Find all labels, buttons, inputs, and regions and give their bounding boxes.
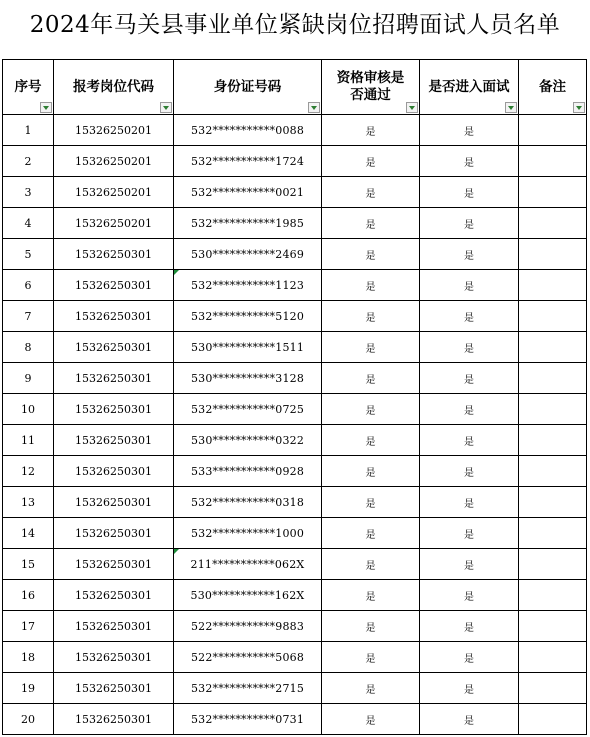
table-row	[3, 115, 587, 146]
cell-post-code[interactable]: 15326250301	[54, 239, 174, 270]
cell-post-code[interactable]: 15326250301	[54, 704, 174, 735]
cell-seq[interactable]: 20	[3, 704, 54, 735]
cell-qualified[interactable]: 是	[322, 146, 420, 177]
cell-qualified[interactable]: 是	[322, 270, 420, 301]
cell-post-code[interactable]: 15326250301	[54, 487, 174, 518]
cell-post-code[interactable]: 15326250301	[54, 332, 174, 363]
cell-post-code[interactable]: 15326250301	[54, 363, 174, 394]
cell-seq[interactable]: 6	[3, 270, 54, 301]
cell-qualified[interactable]: 是	[322, 704, 420, 735]
cell-id-number[interactable]: 530***********1511	[174, 332, 322, 363]
cell-post-code[interactable]: 15326250201	[54, 208, 174, 239]
cell-interview[interactable]: 是	[420, 146, 519, 177]
cell-id-number[interactable]: 532***********0725	[174, 394, 322, 425]
cell-interview[interactable]: 是	[420, 208, 519, 239]
cell-remark[interactable]	[519, 177, 587, 208]
cell-remark[interactable]	[519, 611, 587, 642]
header-id-number	[174, 60, 322, 115]
cell-remark[interactable]	[519, 239, 587, 270]
header-remark-label: 备注	[539, 78, 566, 95]
cell-seq[interactable]: 8	[3, 332, 54, 363]
cell-interview[interactable]: 是	[420, 549, 519, 580]
cell-seq[interactable]: 18	[3, 642, 54, 673]
table-row	[3, 146, 587, 177]
header-row	[3, 60, 587, 115]
cell-qualified[interactable]: 是	[322, 177, 420, 208]
filter-dropdown-icon[interactable]	[573, 102, 585, 113]
cell-seq[interactable]: 2	[3, 146, 54, 177]
error-indicator-icon	[174, 549, 179, 554]
cell-post-code[interactable]: 15326250301	[54, 425, 174, 456]
cell-remark[interactable]	[519, 518, 587, 549]
cell-qualified[interactable]: 是	[322, 363, 420, 394]
cell-seq[interactable]: 17	[3, 611, 54, 642]
table-row	[3, 363, 587, 394]
filter-dropdown-icon[interactable]	[406, 102, 418, 113]
cell-seq[interactable]: 10	[3, 394, 54, 425]
header-seq	[3, 60, 54, 115]
cell-qualified[interactable]: 是	[322, 332, 420, 363]
header-remark	[519, 60, 587, 115]
cell-remark[interactable]	[519, 673, 587, 704]
cell-seq[interactable]: 9	[3, 363, 54, 394]
cell-post-code[interactable]: 15326250301	[54, 642, 174, 673]
table-row	[3, 487, 587, 518]
cell-remark[interactable]	[519, 456, 587, 487]
cell-qualified[interactable]: 是	[322, 301, 420, 332]
cell-post-code[interactable]: 15326250301	[54, 518, 174, 549]
cell-remark[interactable]	[519, 270, 587, 301]
cell-id-number[interactable]: 530***********3128	[174, 363, 322, 394]
cell-id-number[interactable]: 530***********2469	[174, 239, 322, 270]
cell-id-number[interactable]: 530***********162X	[174, 580, 322, 611]
cell-interview[interactable]: 是	[420, 177, 519, 208]
cell-qualified[interactable]: 是	[322, 456, 420, 487]
table-row	[3, 394, 587, 425]
header-qualified-label: 资格审核是否通过	[336, 70, 405, 103]
table-row	[3, 332, 587, 363]
filter-dropdown-icon[interactable]	[308, 102, 320, 113]
cell-id-number[interactable]: 532***********2715	[174, 673, 322, 704]
cell-interview[interactable]: 是	[420, 611, 519, 642]
cell-seq[interactable]: 4	[3, 208, 54, 239]
cell-interview[interactable]: 是	[420, 518, 519, 549]
cell-id-number[interactable]: 530***********0322	[174, 425, 322, 456]
header-id-number-label: 身份证号码	[213, 78, 282, 95]
cell-remark[interactable]	[519, 208, 587, 239]
cell-id-number[interactable]: 532***********5120	[174, 301, 322, 332]
cell-id-number[interactable]: 532***********1123	[174, 270, 322, 301]
cell-qualified[interactable]: 是	[322, 487, 420, 518]
cell-interview[interactable]: 是	[420, 487, 519, 518]
cell-interview[interactable]: 是	[420, 704, 519, 735]
cell-post-code[interactable]: 15326250301	[54, 456, 174, 487]
filter-dropdown-icon[interactable]	[40, 102, 52, 113]
table-row	[3, 642, 587, 673]
cell-id-number[interactable]: 532***********1985	[174, 208, 322, 239]
header-post-code	[54, 60, 174, 115]
cell-interview[interactable]: 是	[420, 580, 519, 611]
cell-id-number[interactable]: 532***********0731	[174, 704, 322, 735]
cell-qualified[interactable]: 是	[322, 394, 420, 425]
cell-seq[interactable]: 5	[3, 239, 54, 270]
cell-post-code[interactable]: 15326250201	[54, 177, 174, 208]
cell-post-code[interactable]: 15326250301	[54, 611, 174, 642]
table-row	[3, 208, 587, 239]
table-row	[3, 239, 587, 270]
table-row	[3, 270, 587, 301]
table-row	[3, 518, 587, 549]
cell-interview[interactable]: 是	[420, 642, 519, 673]
table-row	[3, 177, 587, 208]
table-row	[3, 301, 587, 332]
table-row	[3, 549, 587, 580]
cell-remark[interactable]	[519, 704, 587, 735]
cell-qualified[interactable]: 是	[322, 580, 420, 611]
cell-interview[interactable]: 是	[420, 673, 519, 704]
cell-id-number[interactable]: 211***********062X	[174, 549, 322, 580]
cell-qualified[interactable]: 是	[322, 425, 420, 456]
cell-interview[interactable]: 是	[420, 394, 519, 425]
cell-qualified[interactable]: 是	[322, 239, 420, 270]
table-row	[3, 580, 587, 611]
cell-seq[interactable]: 19	[3, 673, 54, 704]
cell-remark[interactable]	[519, 487, 587, 518]
cell-qualified[interactable]: 是	[322, 642, 420, 673]
cell-seq[interactable]: 12	[3, 456, 54, 487]
cell-id-number[interactable]: 522***********9883	[174, 611, 322, 642]
filter-dropdown-icon[interactable]	[505, 102, 517, 113]
cell-seq[interactable]: 1	[3, 115, 54, 146]
cell-seq[interactable]: 15	[3, 549, 54, 580]
cell-seq[interactable]: 11	[3, 425, 54, 456]
cell-seq[interactable]: 14	[3, 518, 54, 549]
cell-qualified[interactable]: 是	[322, 611, 420, 642]
cell-post-code[interactable]: 15326250201	[54, 115, 174, 146]
header-post-code-label: 报考岗位代码	[73, 78, 154, 95]
cell-post-code[interactable]: 15326250301	[54, 580, 174, 611]
cell-id-number[interactable]: 533***********0928	[174, 456, 322, 487]
cell-post-code[interactable]: 15326250301	[54, 549, 174, 580]
error-indicator-icon	[174, 270, 179, 275]
cell-remark[interactable]	[519, 642, 587, 673]
cell-interview[interactable]: 是	[420, 301, 519, 332]
table-body	[3, 115, 587, 735]
cell-post-code[interactable]: 15326250301	[54, 270, 174, 301]
cell-seq[interactable]: 13	[3, 487, 54, 518]
header-seq-label: 序号	[14, 78, 42, 95]
cell-remark[interactable]	[519, 115, 587, 146]
cell-id-number[interactable]: 522***********5068	[174, 642, 322, 673]
candidate-table	[2, 59, 587, 735]
cell-remark[interactable]	[519, 580, 587, 611]
cell-interview[interactable]: 是	[420, 363, 519, 394]
cell-interview[interactable]: 是	[420, 115, 519, 146]
cell-id-number[interactable]: 532***********0088	[174, 115, 322, 146]
cell-qualified[interactable]: 是	[322, 518, 420, 549]
header-qualified	[322, 60, 420, 115]
cell-qualified[interactable]: 是	[322, 549, 420, 580]
cell-id-number[interactable]: 532***********0021	[174, 177, 322, 208]
header-interview-label: 是否进入面试	[428, 78, 510, 95]
cell-post-code[interactable]: 15326250201	[54, 146, 174, 177]
cell-interview[interactable]: 是	[420, 332, 519, 363]
cell-interview[interactable]: 是	[420, 425, 519, 456]
page-title: 2024年马关县事业单位紧缺岗位招聘面试人员名单	[29, 12, 561, 38]
cell-seq[interactable]: 3	[3, 177, 54, 208]
table-row	[3, 704, 587, 735]
cell-remark[interactable]	[519, 146, 587, 177]
table-row	[3, 456, 587, 487]
filter-dropdown-icon[interactable]	[160, 102, 172, 113]
cell-post-code[interactable]: 15326250301	[54, 394, 174, 425]
cell-interview[interactable]: 是	[420, 270, 519, 301]
cell-interview[interactable]: 是	[420, 456, 519, 487]
table-row	[3, 611, 587, 642]
cell-qualified[interactable]: 是	[322, 115, 420, 146]
cell-id-number[interactable]: 532***********1724	[174, 146, 322, 177]
header-interview	[420, 60, 519, 115]
cell-qualified[interactable]: 是	[322, 673, 420, 704]
table-row	[3, 425, 587, 456]
cell-post-code[interactable]: 15326250301	[54, 301, 174, 332]
cell-post-code[interactable]: 15326250301	[54, 673, 174, 704]
cell-qualified[interactable]: 是	[322, 208, 420, 239]
cell-id-number[interactable]: 532***********0318	[174, 487, 322, 518]
cell-id-number[interactable]: 532***********1000	[174, 518, 322, 549]
cell-remark[interactable]	[519, 425, 587, 456]
cell-seq[interactable]: 16	[3, 580, 54, 611]
cell-remark[interactable]	[519, 363, 587, 394]
cell-remark[interactable]	[519, 301, 587, 332]
cell-seq[interactable]: 7	[3, 301, 54, 332]
cell-remark[interactable]	[519, 549, 587, 580]
cell-interview[interactable]: 是	[420, 239, 519, 270]
table-row	[3, 673, 587, 704]
cell-remark[interactable]	[519, 394, 587, 425]
cell-remark[interactable]	[519, 332, 587, 363]
